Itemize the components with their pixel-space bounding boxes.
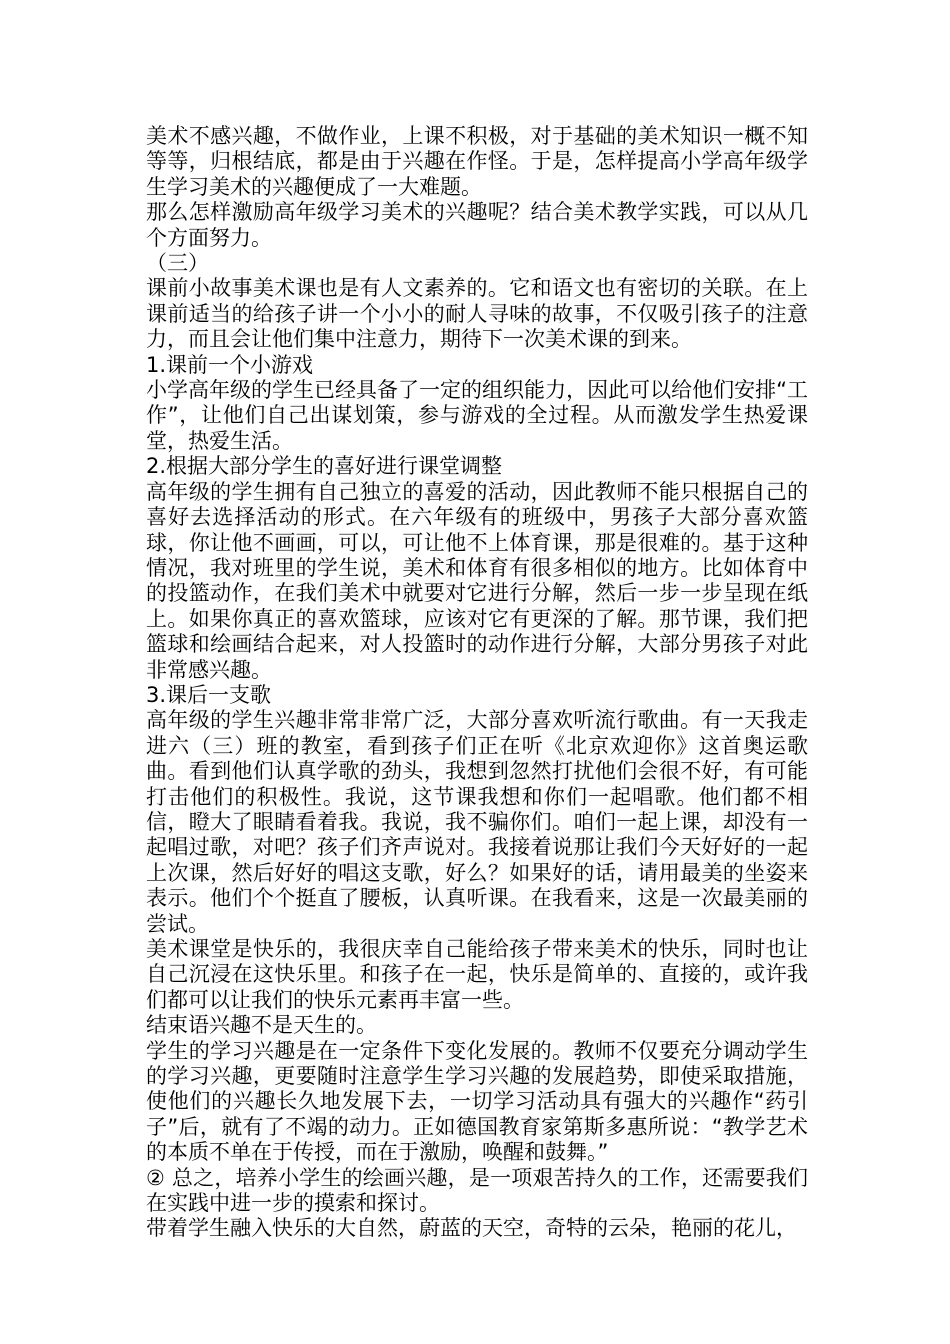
paragraph: 带着学生融入快乐的大自然，蔚蓝的天空，奇特的云朵，艳丽的花儿， bbox=[146, 1216, 797, 1241]
subheading: 1.课前一个小游戏 bbox=[146, 352, 314, 377]
paragraph: 结束语兴趣不是天生的。 bbox=[146, 1013, 377, 1038]
paragraph: 高年级的学生兴趣非常非常广泛，大部分喜欢听流行歌曲。有一天我走进六（三）班的教室，看到孩子们正在听《北京欢迎你》这首奥运歌曲。看到他们认真学歌的劲头，我想到忽然打扰他们会很不好，有可能打击他们的积极性。我说，这节课我想和你们一起唱歌。他们都不相信，瞪大了眼睛看着我。我说，我不骗你们。咱们一起上课，却没有一起唱过歌，对吧？孩子们齐声说对。我接着说那让我们今天好好的一起上次课，然后好好的唱这支歌，好么？如果好的话，请用最美的坐姿来表示。他们个个挺直了腰板，认真听课。在我看来，这是一次最美丽的尝试。 bbox=[146, 708, 808, 936]
subheading: 2.根据大部分学生的喜好进行课堂调整 bbox=[146, 454, 503, 479]
body-text bbox=[146, 124, 808, 1242]
paragraph: 美术不感兴趣，不做作业，上课不积极，对于基础的美术知识一概不知等等，归根结底，都是由于兴趣在作怪。于是，怎样提高小学高年级学生学习美术的兴趣便成了一大难题。 bbox=[146, 124, 808, 199]
paragraph: 高年级的学生拥有自己独立的喜爱的活动，因此教师不能只根据自己的喜好去选择活动的形式。在六年级有的班级中，男孩子大部分喜欢篮球，你让他不画画，可以，可让他不上体育课，那是很难的。基于这种情况，我对班里的学生说，美术和体育有很多相似的地方。比如体育中的投篮动作，在我们美术中就要对它进行分解，然后一步一步呈现在纸上。如果你真正的喜欢篮球，应该对它有更深的了解。那节课，我们把篮球和绘画结合起来，对人投篮时的动作进行分解，大部分男孩子对此非常感兴趣。 bbox=[146, 479, 808, 682]
paragraph: 美术课堂是快乐的，我很庆幸自己能给孩子带来美术的快乐，同时也让自己沉浸在这快乐里。和孩子在一起，快乐是简单的、直接的，或许我们都可以让我们的快乐元素再丰富一些。 bbox=[146, 937, 808, 1012]
paragraph: 课前小故事美术课也是有人文素养的。它和语文也有密切的关联。在上课前适当的给孩子讲一个小小的耐人寻味的故事，不仅吸引孩子的注意力，而且会让他们集中注意力，期待下一次美术课的到来。 bbox=[146, 276, 808, 352]
section-number: （三） bbox=[146, 251, 209, 276]
paragraph: 小学高年级的学生已经具备了一定的组织能力，因此可以给他们安排“工作”，让他们自己出谋划策，参与游戏的全过程。从而激发学生热爱课堂，热爱生活。 bbox=[146, 378, 808, 453]
paragraph: 学生的学习兴趣是在一定条件下变化发展的。教师不仅要充分调动学生的学习兴趣，更要随时注意学生学习兴趣的发展趋势，即使采取措施，使他们的兴趣长久地发展下去，一切学习活动具有强大的兴趣作“药引子”后，就有了不竭的动力。正如德国教育家第斯多惠所说：“教学艺术的本质不单在于传授，而在于激励，唤醒和鼓舞。” bbox=[146, 1038, 808, 1165]
paragraph: ② 总之，培养小学生的绘画兴趣，是一项艰苦持久的工作，还需要我们在实践中进一步的摸索和探讨。 bbox=[146, 1165, 808, 1216]
paragraph: 那么怎样激励高年级学习美术的兴趣呢？结合美术教学实践，可以从几个方面努力。 bbox=[146, 200, 808, 250]
subheading: 3.课后一支歌 bbox=[146, 682, 272, 707]
